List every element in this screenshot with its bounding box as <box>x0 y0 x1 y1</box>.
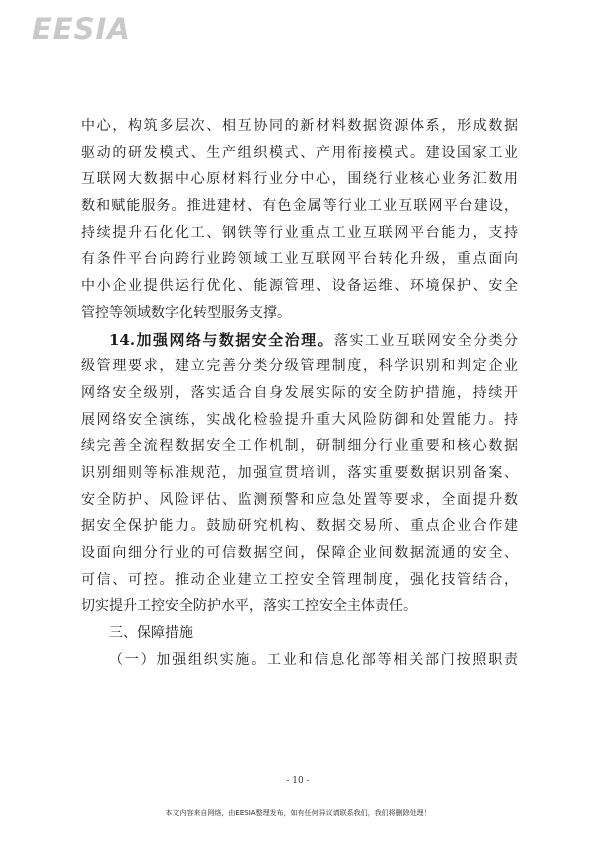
body-line: 数和赋能服务。推进建材、有色金属等行业工业互联网平台建设， <box>81 198 518 215</box>
body-line: 有条件平台向跨行业跨领域工业互联网平台转化升级，重点面向 <box>81 251 518 268</box>
section-heading: 三、保障措施 <box>109 625 193 642</box>
body-line: 驱动的研发模式、生产组织模式、产用衔接模式。建设国家工业 <box>81 144 518 161</box>
page-number: - 10 - <box>286 776 310 786</box>
section-14-first-line <box>81 327 518 354</box>
footer-disclaimer: 本文内容来自网络，由EESIA整理发布，如有任何异议请联系我们，我们将删除处理！ <box>165 809 431 817</box>
body-line: 设面向细分行业的可信数据空间，保障企业间数据流通的安全、 <box>81 545 518 561</box>
section-14-heading: 14.加强网络与数据安全治理。 <box>109 330 334 349</box>
eesia-logo: EESIA <box>32 12 131 46</box>
body-line: 持续提升石化化工、钢铁等行业重点工业互联网平台能力，支持 <box>81 224 518 241</box>
subsection-line: （一）加强组织实施。工业和信息化部等相关部门按照职责 <box>109 651 518 668</box>
body-line: 级管理要求，建立完善分类分级管理制度，科学识别和判定企业 <box>81 358 518 375</box>
section-14-first-line-text: 落实工业互联网安全分类分 <box>334 332 518 349</box>
document-body <box>81 113 518 673</box>
body-line: 可信、可控。推动企业建立工控安全管理制度，强化技管结合， <box>81 571 518 588</box>
body-line: 识别细则等标准规范，加强宣贯培训，落实重要数据识别备案、 <box>81 464 518 481</box>
body-line: 中小企业提供运行优化、能源管理、设备运维、环境保护、安全 <box>81 278 518 295</box>
body-line: 续完善全流程数据安全工作机制，研制细分行业重要和核心数据 <box>81 438 518 455</box>
body-line: 互联网大数据中心原材料行业分中心，围绕行业核心业务汇数用 <box>81 171 518 188</box>
body-line: 中心，构筑多层次、相互协同的新材料数据资源体系，形成数据 <box>81 118 518 134</box>
body-line: 管控等领域数字化转型服务支撑。 <box>81 304 291 321</box>
body-line: 安全防护、风险评估、监测预警和应急处置等要求，全面提升数 <box>81 491 518 508</box>
body-line: 网络安全级别，落实适合自身发展实际的安全防护措施，持续开 <box>81 384 518 401</box>
body-line: 展网络安全演练，实战化检验提升重大风险防御和处置能力。持 <box>81 411 518 428</box>
body-line: 切实提升工控安全防护水平，落实工控安全主体责任。 <box>81 598 417 615</box>
body-line: 据安全保护能力。鼓励研究机构、数据交易所、重点企业合作建 <box>81 518 518 535</box>
